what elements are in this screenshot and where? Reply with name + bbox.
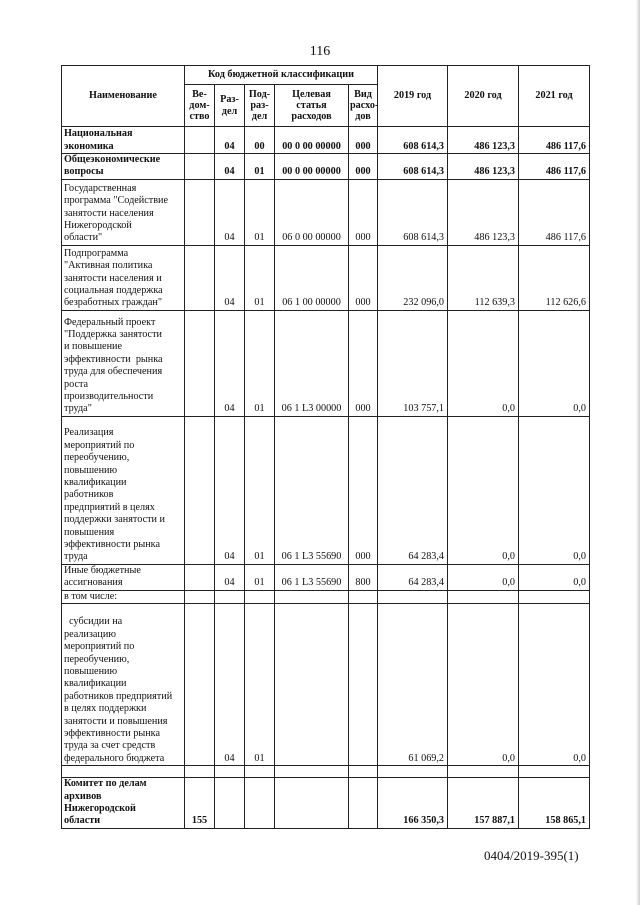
table-body xyxy=(62,127,590,829)
row-2021: 0,0 xyxy=(519,564,590,590)
row-target: 00 0 00 00000 xyxy=(275,127,349,154)
row-vid xyxy=(349,604,378,766)
row-razdel: 04 xyxy=(215,310,245,416)
page-number: 116 xyxy=(309,44,331,59)
row-razdel: 04 xyxy=(215,179,245,245)
row-target: 06 1 L3 00000 xyxy=(275,310,349,416)
row-2019: 232 096,0 xyxy=(378,245,448,310)
row-2019: 61 069,2 xyxy=(378,604,448,766)
row-name: Иные бюджетные ассигнования xyxy=(62,564,185,590)
row-name: Федеральный проект "Поддержка занятости и повышение эффективности рынка труда для обеспечения роста производительности труда" xyxy=(62,310,185,416)
row-podrazdel: 01 xyxy=(245,179,275,245)
row-razdel: 04 xyxy=(215,604,245,766)
row-2021: 0,0 xyxy=(519,310,590,416)
row-2021: 158 865,1 xyxy=(519,778,590,829)
row-razdel: 04 xyxy=(215,245,245,310)
row-podrazdel xyxy=(245,590,275,603)
table-row xyxy=(62,245,590,310)
row-name: Реализация мероприятий по переобучению, повышению квалификации работников предприятий в целях поддержки занятости и повышения эффективности рынка труда xyxy=(62,416,185,564)
table-row xyxy=(62,310,590,416)
row-razdel xyxy=(215,590,245,603)
row-vedomstvo xyxy=(185,604,215,766)
row-2020: 157 887,1 xyxy=(448,778,519,829)
row-name: в том числе: xyxy=(62,590,185,603)
row-2019: 608 614,3 xyxy=(378,154,448,180)
header-podrazdel: Под- раз- дел xyxy=(245,85,275,127)
row-2020: 0,0 xyxy=(448,564,519,590)
row-2019 xyxy=(378,766,448,778)
row-vid: 000 xyxy=(349,416,378,564)
row-target: 06 1 00 00000 xyxy=(275,245,349,310)
row-vedomstvo xyxy=(185,416,215,564)
header-vid: Вид расхо- дов xyxy=(349,85,378,127)
row-2020: 486 123,3 xyxy=(448,154,519,180)
table-row xyxy=(62,590,590,603)
row-target: 06 0 00 00000 xyxy=(275,179,349,245)
row-vedomstvo xyxy=(185,564,215,590)
header-razdel: Раз- дел xyxy=(215,85,245,127)
header-2019: 2019 год xyxy=(378,66,448,127)
row-name: Государственная программа "Содействие занятости населения Нижегородской области" xyxy=(62,179,185,245)
row-razdel: 04 xyxy=(215,127,245,154)
row-target: 06 1 L3 55690 xyxy=(275,416,349,564)
row-podrazdel: 01 xyxy=(245,416,275,564)
row-vid: 800 xyxy=(349,564,378,590)
table-row xyxy=(62,564,590,590)
table-row xyxy=(62,179,590,245)
row-razdel: 04 xyxy=(215,154,245,180)
row-target xyxy=(275,778,349,829)
row-target: 00 0 00 00000 xyxy=(275,154,349,180)
row-target xyxy=(275,604,349,766)
row-2019 xyxy=(378,590,448,603)
row-vid: 000 xyxy=(349,179,378,245)
row-podrazdel: 01 xyxy=(245,310,275,416)
row-name: субсидии на реализацию мероприятий по переобучению, повышению квалификации работников предприятий в целях поддержки занятости и повышения эффективности рынка труда за счет средств федерального бюджета xyxy=(62,604,185,766)
row-2020 xyxy=(448,590,519,603)
row-2020: 486 123,3 xyxy=(448,127,519,154)
row-podrazdel xyxy=(245,766,275,778)
row-vedomstvo xyxy=(185,590,215,603)
document-code: 0404/2019-395(1) xyxy=(484,848,579,863)
row-vid: 000 xyxy=(349,310,378,416)
row-target xyxy=(275,590,349,603)
table-header xyxy=(62,66,590,127)
row-2019: 103 757,1 xyxy=(378,310,448,416)
row-2019: 166 350,3 xyxy=(378,778,448,829)
row-2021: 112 626,6 xyxy=(519,245,590,310)
row-vid xyxy=(349,590,378,603)
row-razdel xyxy=(215,778,245,829)
row-name: Подпрограмма "Активная политика занятости населения и социальная поддержка безработных граждан" xyxy=(62,245,185,310)
header-2020: 2020 год xyxy=(448,66,519,127)
row-2021: 486 117,6 xyxy=(519,127,590,154)
table-row xyxy=(62,416,590,564)
row-vid: 000 xyxy=(349,127,378,154)
row-2019: 608 614,3 xyxy=(378,179,448,245)
row-2019: 64 283,4 xyxy=(378,416,448,564)
row-name xyxy=(62,766,185,778)
row-2021: 486 117,6 xyxy=(519,179,590,245)
row-name: Общеэкономические вопросы xyxy=(62,154,185,180)
row-2021 xyxy=(519,766,590,778)
row-vedomstvo: 155 xyxy=(185,778,215,829)
table-row xyxy=(62,154,590,180)
table-row xyxy=(62,766,590,778)
row-2020: 0,0 xyxy=(448,416,519,564)
row-2019: 608 614,3 xyxy=(378,127,448,154)
row-podrazdel: 01 xyxy=(245,154,275,180)
table-row xyxy=(62,127,590,154)
row-razdel xyxy=(215,766,245,778)
row-2020: 0,0 xyxy=(448,310,519,416)
row-podrazdel: 00 xyxy=(245,127,275,154)
row-2020 xyxy=(448,766,519,778)
scan-edge-shadow xyxy=(636,0,640,905)
header-target: Целевая статья расходов xyxy=(275,85,349,127)
row-2019: 64 283,4 xyxy=(378,564,448,590)
row-2021: 0,0 xyxy=(519,604,590,766)
row-vedomstvo xyxy=(185,245,215,310)
row-podrazdel xyxy=(245,778,275,829)
budget-table xyxy=(61,65,590,829)
row-2020: 486 123,3 xyxy=(448,179,519,245)
row-podrazdel: 01 xyxy=(245,604,275,766)
table-row xyxy=(62,604,590,766)
row-name: Комитет по делам архивов Нижегородской области xyxy=(62,778,185,829)
row-podrazdel: 01 xyxy=(245,245,275,310)
row-podrazdel: 01 xyxy=(245,564,275,590)
row-vedomstvo xyxy=(185,127,215,154)
row-razdel: 04 xyxy=(215,416,245,564)
row-vid: 000 xyxy=(349,245,378,310)
row-target: 06 1 L3 55690 xyxy=(275,564,349,590)
header-2021: 2021 год xyxy=(519,66,590,127)
row-vid: 000 xyxy=(349,154,378,180)
row-vid xyxy=(349,766,378,778)
header-vedomstvo: Ве- дом- ство xyxy=(185,85,215,127)
row-target xyxy=(275,766,349,778)
row-vid xyxy=(349,778,378,829)
row-2021: 0,0 xyxy=(519,416,590,564)
row-razdel: 04 xyxy=(215,564,245,590)
row-2020: 112 639,3 xyxy=(448,245,519,310)
row-name: Национальная экономика xyxy=(62,127,185,154)
row-2021: 486 117,6 xyxy=(519,154,590,180)
row-2020: 0,0 xyxy=(448,604,519,766)
row-vedomstvo xyxy=(185,310,215,416)
row-vedomstvo xyxy=(185,154,215,180)
table-row xyxy=(62,778,590,829)
row-2021 xyxy=(519,590,590,603)
header-kbk-group: Код бюджетной классификации xyxy=(185,66,378,85)
row-vedomstvo xyxy=(185,179,215,245)
header-name: Наименование xyxy=(62,66,185,127)
row-vedomstvo xyxy=(185,766,215,778)
